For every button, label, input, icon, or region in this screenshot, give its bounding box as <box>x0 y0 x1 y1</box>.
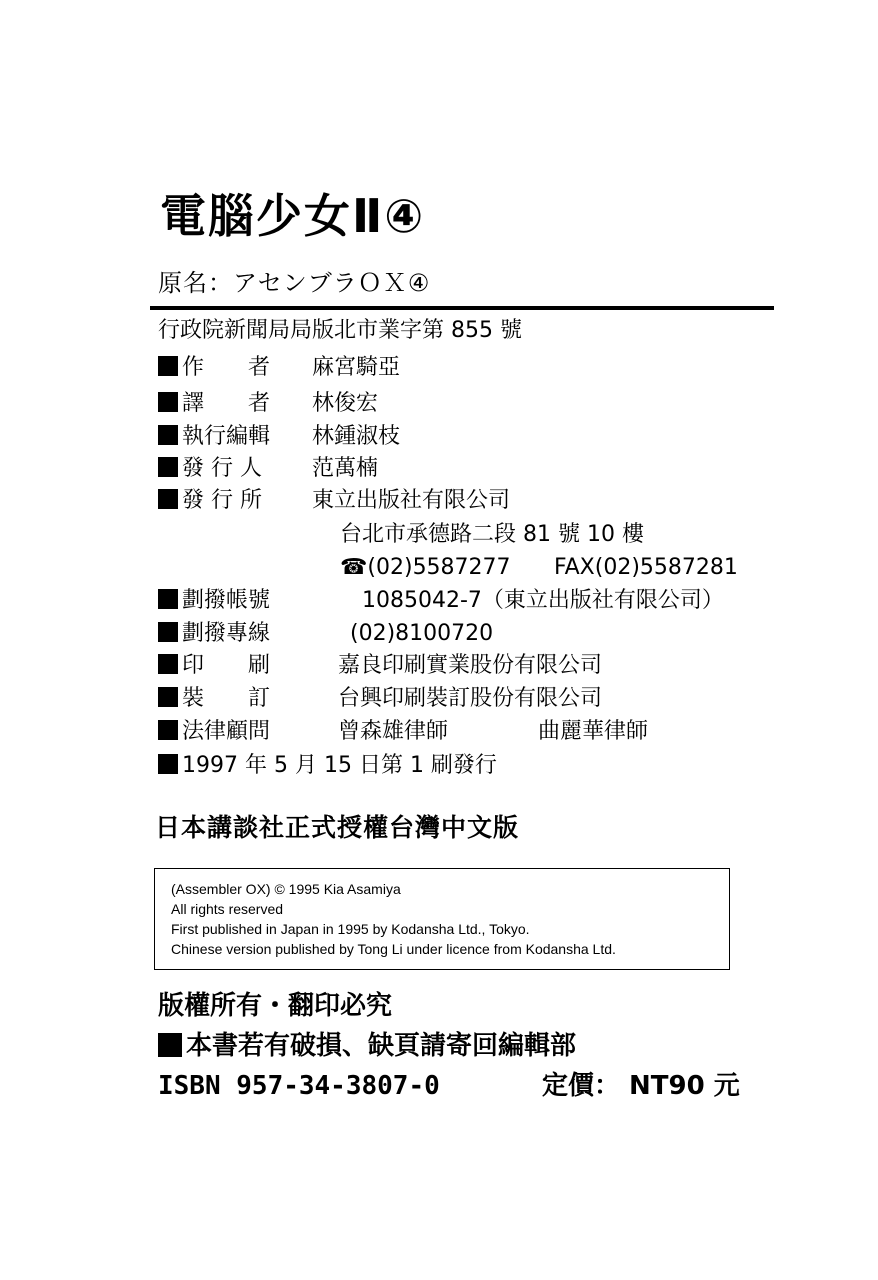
credit-row-author <box>158 353 400 383</box>
return-notice-row <box>158 1026 576 1066</box>
row-label: 劃撥專線 <box>182 621 271 646</box>
return-notice: 本書若有破損、缺頁請寄回編輯部 <box>186 1031 577 1061</box>
credit-label: 作 者 <box>182 355 271 380</box>
row-payment-account <box>158 586 724 616</box>
bullet-square-icon <box>158 425 178 445</box>
row-value: 台興印刷裝訂股份有限公司 <box>338 686 603 711</box>
row-value: (02)8100720 <box>350 621 494 646</box>
publisher-fax: FAX(02)5587281 <box>554 555 738 580</box>
credit-row-publisher-person <box>158 454 378 484</box>
credit-value: 麻宮騎亞 <box>312 355 401 380</box>
legal-counsel-1: 曾森雄律師 <box>338 719 449 744</box>
bullet-square-icon <box>158 356 178 376</box>
copyright-line: All rights reserved <box>171 901 284 917</box>
publisher-phone: ☎(02)5587277 <box>340 555 511 580</box>
credit-row-editor <box>158 422 400 452</box>
credit-row-translator <box>158 389 378 419</box>
bullet-square-icon <box>158 754 178 774</box>
copyright-line: First published in Japan in 1995 by Kodansha Ltd., Tokyo. <box>171 921 530 937</box>
bullet-square-icon <box>158 392 178 412</box>
bullet-square-icon <box>158 622 178 642</box>
bullet-square-icon <box>158 457 178 477</box>
credit-value: 林俊宏 <box>312 391 379 416</box>
original-name: 原名：アセンブラＯＸ④ <box>158 269 431 297</box>
credit-row-publisher <box>158 486 510 516</box>
copyright-box <box>154 868 730 970</box>
authorization-statement: 日本講談社正式授權台灣中文版 <box>155 813 520 842</box>
bullet-square-icon <box>158 687 178 707</box>
publisher-address: 台北市承德路二段 81 號 10 樓 <box>340 522 644 547</box>
license-number: 行政院新聞局局版北市業字第 855 號 <box>158 318 522 343</box>
bullet-square-icon <box>158 654 178 674</box>
copyright-line: Chinese version published by Tong Li under licence from Kodansha Ltd. <box>171 941 616 957</box>
row-binder <box>158 684 602 714</box>
credit-value: 范萬楠 <box>312 456 379 481</box>
bullet-square-icon <box>158 1033 182 1057</box>
row-print-date <box>158 751 497 781</box>
legal-counsel-2: 曲麗華律師 <box>538 719 649 744</box>
row-printer <box>158 651 602 681</box>
title-divider <box>150 306 774 310</box>
row-label: 裝 訂 <box>182 686 271 711</box>
credit-label: 發 行 所 <box>182 488 262 513</box>
copyright-line: (Assembler OX) © 1995 Kia Asamiya <box>171 881 401 897</box>
bullet-square-icon <box>158 489 178 509</box>
price: 定價： NT90 元 <box>542 1071 740 1101</box>
row-value: 1085042-7（東立出版社有限公司） <box>362 588 724 613</box>
row-label: 法律顧問 <box>182 719 271 744</box>
row-value: 嘉良印刷實業股份有限公司 <box>338 653 603 678</box>
credit-label: 執行編輯 <box>182 424 271 449</box>
credit-value: 林鍾淑枝 <box>312 424 401 449</box>
row-legal <box>158 717 448 747</box>
rights-notice: 版權所有・翻印必究 <box>158 991 393 1021</box>
bullet-square-icon <box>158 589 178 609</box>
credit-label: 譯 者 <box>182 391 271 416</box>
book-title: 電腦少女Ⅱ④ <box>160 189 426 243</box>
row-label: 劃撥帳號 <box>182 588 271 613</box>
row-payment-line <box>158 619 493 649</box>
row-label: 印 刷 <box>182 653 271 678</box>
credit-value: 東立出版社有限公司 <box>312 488 511 513</box>
isbn: ISBN 957-34-3807-0 <box>158 1071 440 1101</box>
bullet-square-icon <box>158 720 178 740</box>
credit-label: 發 行 人 <box>182 456 262 481</box>
print-date: 1997 年 5 月 15 日第 1 刷發行 <box>182 753 497 778</box>
